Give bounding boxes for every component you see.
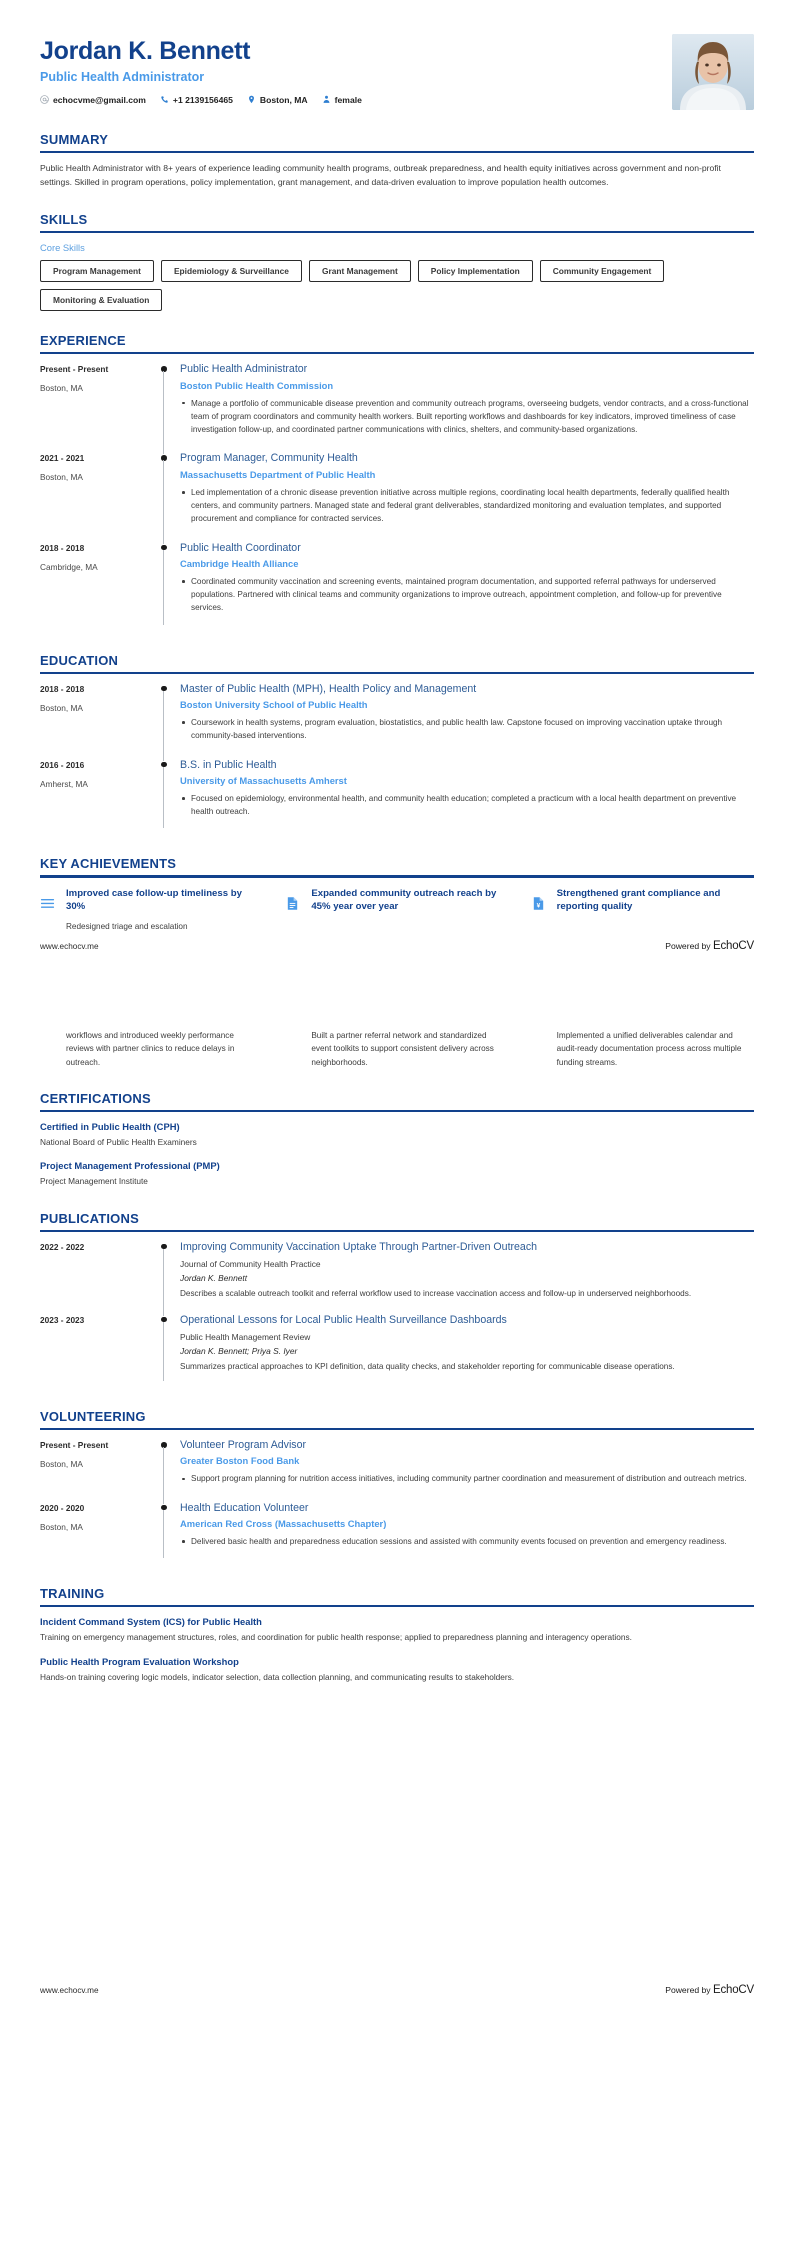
candidate-job-title: Public Health Administrator [40, 69, 205, 84]
entry-bullet: Led implementation of a chronic disease prevention initiative across multiple regions, coordinating local health departments, federally qualified health centers, and community partners. Managed state and federal grant deliverables, standardized monitoring and evaluation templates, and supported procurement and compliance for contracted services. [180, 486, 754, 526]
timeline-marker [158, 683, 172, 759]
spacer-icon [531, 1029, 548, 1038]
footer-brand [665, 1984, 754, 1996]
key-achievements-heading: KEY ACHIEVEMENTS [40, 856, 177, 872]
entry-role: Program Manager, Community Health [180, 452, 358, 465]
publication-description: Describes a scalable outreach toolkit and referral workflow used to increase vaccination access and follow-up in underserved neighborhoods. [180, 1288, 692, 1298]
achievement-title: Strengthened grant compliance and reporting quality [556, 887, 721, 913]
entry-organization: Boston Public Health Commission [180, 379, 334, 391]
contact-location-text: Boston, MA [259, 94, 308, 105]
skill-chip: Policy Implementation [418, 260, 533, 282]
entry-date: 2023 - 2023 [40, 1314, 85, 1325]
publications-heading: PUBLICATIONS [40, 1210, 139, 1226]
footer-url[interactable]: www.echocv.me [40, 1985, 99, 1995]
entry-location: Boston, MA [40, 383, 83, 394]
publications-divider [40, 1230, 754, 1232]
experience-entry [40, 542, 754, 631]
contact-row [40, 95, 672, 105]
timeline-marker [158, 1502, 172, 1565]
education-entry [40, 759, 754, 835]
entry-bullet-list [180, 575, 754, 615]
training-heading: TRAINING [40, 1586, 105, 1602]
skills-divider [40, 231, 754, 233]
skills-group-label: Core Skills [40, 242, 85, 254]
experience-entry-body [172, 363, 754, 452]
timeline-marker [158, 1241, 172, 1314]
education-entry-meta [40, 759, 158, 835]
training-title: Public Health Program Evaluation Workshop [40, 1655, 239, 1667]
volunteering-entry [40, 1439, 754, 1502]
phone-icon [160, 95, 169, 104]
contact-email[interactable] [40, 95, 146, 105]
publication-entry [40, 1314, 754, 1387]
experience-divider [40, 352, 754, 354]
training-description: Training on emergency management structures, roles, and coordination for public health response; applied to preparedness planning and interagency operations. [40, 1632, 632, 1643]
achievement-desc-bottom: Built a partner referral network and standardized event toolkits to support consistent delivery across neighborhoods. [311, 1031, 494, 1067]
certification-item [40, 1160, 754, 1188]
publication-journal: Public Health Management Review [180, 1331, 311, 1342]
footer-brand-name: EchoCV [713, 940, 754, 953]
education-divider [40, 672, 754, 674]
timeline-marker [158, 1314, 172, 1387]
profile-photo-illustration [672, 34, 754, 110]
entry-role: Public Health Administrator [180, 363, 308, 376]
timeline-marker [158, 452, 172, 541]
entry-bullet-list [180, 1535, 754, 1548]
final-page-footer [0, 1984, 794, 1996]
entry-bullet-list [180, 486, 754, 526]
svg-text:¥: ¥ [536, 902, 540, 910]
achievement-desc-bottom: workflows and introduced weekly performance reviews with partner clinics to reduce delays in outreach. [66, 1031, 235, 1067]
entry-degree: Master of Public Health (MPH), Health Policy and Management [180, 682, 477, 695]
achievement-text [311, 887, 508, 920]
entry-date: Present - Present [40, 1440, 109, 1451]
footer-url[interactable]: www.echocv.me [40, 942, 99, 952]
entry-bullet: Coursework in health systems, program evaluation, biostatistics, and public health law. Capstone focused on improving vaccination uptake through community-based interventions. [180, 716, 754, 743]
entry-organization: Greater Boston Food Bank [180, 1455, 300, 1467]
timeline-line [163, 550, 164, 625]
contact-gender-text: female [334, 94, 362, 105]
entry-bullet: Manage a portfolio of communicable disease prevention and community outreach programs, overseeing budgets, vendor contracts, and a cross-functional team of program coordinators and community health workers. Built reporting workflows and dashboards for key indicators, improved timeliness of case investigation follow-up, and coordinated partner communications with clinics, shelters, and community-based organizations. [180, 397, 754, 437]
entry-bullet-list [180, 1472, 754, 1485]
timeline-marker [158, 363, 172, 452]
key-achievements-divider [40, 875, 754, 877]
entry-date: 2016 - 2016 [40, 759, 85, 770]
achievement-text-cont [557, 1029, 754, 1069]
avatar [672, 34, 754, 110]
achievement-item-cont [40, 1029, 263, 1069]
entry-role: Volunteer Program Advisor [180, 1439, 307, 1452]
summary-heading: SUMMARY [40, 132, 109, 147]
publication-entry-meta [40, 1241, 158, 1314]
entry-location: Amherst, MA [40, 778, 88, 789]
publication-journal: Journal of Community Health Practice [180, 1258, 321, 1269]
certification-title: Project Management Professional (PMP) [40, 1160, 220, 1172]
document-currency-icon [531, 887, 548, 911]
publication-authors: Jordan K. Bennett; Priya S. Iyer [180, 1345, 298, 1356]
key-achievements-section [40, 856, 754, 933]
summary-text: Public Health Administrator with 8+ years of experience leading community health programs, outbreak preparedness, and health equity initiatives across government and non-profit settings. Skilled in program operations, policy implementation, grant management, and data-driven evaluation to improve population health outcomes. [40, 163, 721, 188]
entry-location: Boston, MA [40, 1521, 83, 1532]
entry-date: 2020 - 2020 [40, 1502, 85, 1513]
summary-section [40, 132, 754, 190]
certifications-divider [40, 1110, 754, 1112]
achievement-desc-top: Redesigned triage and escalation [66, 921, 188, 931]
footer-brand-name: EchoCV [713, 1983, 754, 1996]
timeline-line [163, 371, 164, 454]
skill-chip: Epidemiology & Surveillance [161, 260, 302, 282]
achievement-text-cont [66, 1029, 263, 1069]
volunteering-section [40, 1409, 754, 1564]
publication-entry-body [172, 1241, 754, 1314]
skill-chip-list [40, 260, 754, 311]
achievement-text [557, 887, 754, 920]
timeline-line [163, 691, 164, 761]
entry-bullet: Support program planning for nutrition access initiatives, including community partner coordination and measurement of distribution and outreach metrics. [180, 1472, 754, 1485]
email-icon [40, 95, 49, 104]
experience-heading: EXPERIENCE [40, 333, 126, 349]
spacer-icon [40, 1029, 57, 1038]
entry-location: Boston, MA [40, 1459, 83, 1470]
entry-date: Present - Present [40, 364, 109, 375]
entry-bullet-list [180, 792, 754, 819]
achievement-item [285, 887, 508, 934]
training-description: Hands-on training covering logic models, indicator selection, data collection planning, and communicating results to stakeholders. [40, 1671, 515, 1682]
certification-issuer: National Board of Public Health Examiners [40, 1137, 197, 1148]
timeline-line [163, 1510, 164, 1559]
contact-email-text: echocvme@gmail.com [53, 94, 146, 105]
entry-bullet: Delivered basic health and preparedness education sessions and assisted with community events focused on prevention and emergency readiness. [180, 1535, 754, 1548]
publication-title: Improving Community Vaccination Uptake Through Partner-Driven Outreach [180, 1240, 538, 1253]
entry-role: Public Health Coordinator [180, 541, 301, 554]
achievement-text-cont [311, 1029, 508, 1069]
education-section [40, 653, 754, 835]
footer-powered-by: Powered by [665, 941, 713, 952]
publication-entry-meta [40, 1314, 158, 1387]
list-lines-icon [40, 887, 57, 911]
entry-degree: B.S. in Public Health [180, 758, 277, 771]
publication-entry [40, 1241, 754, 1314]
training-item [40, 1656, 754, 1684]
experience-entry-meta [40, 452, 158, 541]
skill-chip: Grant Management [309, 260, 411, 282]
certifications-section [40, 1091, 754, 1189]
publication-description: Summarizes practical approaches to KPI definition, data quality checks, and stakeholder reporting for communicable disease operations. [180, 1361, 675, 1371]
publication-title: Operational Lessons for Local Public Health Surveillance Dashboards [180, 1313, 507, 1326]
footer-brand [665, 940, 754, 952]
experience-section [40, 333, 754, 630]
summary-divider [40, 151, 754, 153]
certification-item [40, 1121, 754, 1149]
entry-location: Boston, MA [40, 702, 83, 713]
timeline-line [163, 1447, 164, 1504]
timeline-marker [158, 542, 172, 631]
timeline-line [163, 460, 164, 543]
entry-date: 2018 - 2018 [40, 683, 85, 694]
entry-organization: Cambridge Health Alliance [180, 557, 299, 569]
contact-phone-text: +1 2139156465 [172, 94, 233, 105]
achievement-text [66, 887, 263, 934]
experience-entry [40, 363, 754, 452]
key-achievements-grid [40, 887, 754, 934]
achievement-title: Expanded community outreach reach by 45% year over year [311, 887, 497, 913]
timeline-line [163, 1322, 164, 1381]
publications-section [40, 1211, 754, 1387]
person-icon [322, 95, 331, 104]
experience-entry [40, 452, 754, 541]
spacer-icon [285, 1029, 302, 1038]
header-left [40, 34, 672, 105]
entry-bullet: Focused on epidemiology, environmental health, and community health education; completed a practicum with a local health department on preventive health outreach. [180, 792, 754, 819]
entry-bullet-list [180, 397, 754, 437]
education-entry [40, 683, 754, 759]
training-title: Incident Command System (ICS) for Public Health [40, 1616, 262, 1628]
achievement-desc-bottom: Implemented a unified deliverables calendar and audit-ready documentation process across multiple funding streams. [556, 1031, 742, 1067]
volunteering-entry-meta [40, 1439, 158, 1502]
timeline-marker [158, 1439, 172, 1502]
location-pin-icon [247, 95, 256, 104]
experience-entry-body [172, 542, 754, 631]
volunteering-entry-body [172, 1439, 754, 1502]
skill-chip: Community Engagement [540, 260, 665, 282]
experience-entry-meta [40, 363, 158, 452]
document-icon [285, 887, 302, 911]
education-heading: EDUCATION [40, 652, 119, 668]
contact-gender [322, 95, 362, 105]
entry-role: Health Education Volunteer [180, 1501, 309, 1514]
publication-entry-body [172, 1314, 754, 1387]
page-break-spacer [40, 959, 754, 1029]
entry-institution: Boston University School of Public Health [180, 699, 368, 711]
bottom-spacer [0, 1684, 794, 1984]
volunteering-heading: VOLUNTEERING [40, 1408, 146, 1424]
experience-entry-body [172, 452, 754, 541]
achievement-item [40, 887, 263, 934]
entry-bullet: Coordinated community vaccination and screening events, maintained program documentation, and supported referral pathways for underserved populations. Partnered with clinical teams and community organizations to improve outreach, appointment completion, and follow-up for preventive services. [180, 575, 754, 615]
key-achievements-continuation [40, 1029, 754, 1069]
experience-entry-meta [40, 542, 158, 631]
entry-date: 2018 - 2018 [40, 542, 85, 553]
training-section [40, 1586, 754, 1684]
achievement-item [531, 887, 754, 934]
entry-institution: University of Massachusetts Amherst [180, 774, 347, 786]
certification-issuer: Project Management Institute [40, 1176, 148, 1187]
footer-powered-by: Powered by [665, 1984, 713, 1995]
timeline-marker [158, 759, 172, 835]
training-item [40, 1616, 754, 1644]
contact-location [247, 95, 308, 105]
candidate-name: Jordan K. Bennett [40, 37, 251, 65]
entry-organization: American Red Cross (Massachusetts Chapter) [180, 1517, 387, 1529]
timeline-line [163, 767, 164, 829]
volunteering-divider [40, 1428, 754, 1430]
publication-authors: Jordan K. Bennett [180, 1272, 248, 1283]
entry-bullet-list [180, 716, 754, 743]
skill-chip: Program Management [40, 260, 154, 282]
page-footer [0, 940, 794, 952]
skill-chip: Monitoring & Evaluation [40, 289, 162, 311]
achievement-title: Improved case follow-up timeliness by 30% [66, 887, 242, 913]
timeline-line [163, 1249, 164, 1316]
volunteering-entry-body [172, 1502, 754, 1565]
certification-title: Certified in Public Health (CPH) [40, 1121, 180, 1133]
achievement-item-cont [531, 1029, 754, 1069]
resume-header [0, 0, 794, 110]
volunteering-entry-meta [40, 1502, 158, 1565]
skills-heading: SKILLS [40, 212, 88, 228]
entry-organization: Massachusetts Department of Public Health [180, 468, 376, 480]
entry-date: 2022 - 2022 [40, 1241, 85, 1252]
entry-date: 2021 - 2021 [40, 453, 85, 464]
certifications-heading: CERTIFICATIONS [40, 1090, 151, 1106]
education-entry-body [172, 759, 754, 835]
skills-section [40, 212, 754, 311]
volunteering-entry [40, 1502, 754, 1565]
entry-location: Cambridge, MA [40, 561, 98, 572]
training-divider [40, 1605, 754, 1607]
contact-phone[interactable] [160, 95, 233, 105]
entry-location: Boston, MA [40, 472, 83, 483]
education-entry-body [172, 683, 754, 759]
achievement-item-cont [285, 1029, 508, 1069]
education-entry-meta [40, 683, 158, 759]
